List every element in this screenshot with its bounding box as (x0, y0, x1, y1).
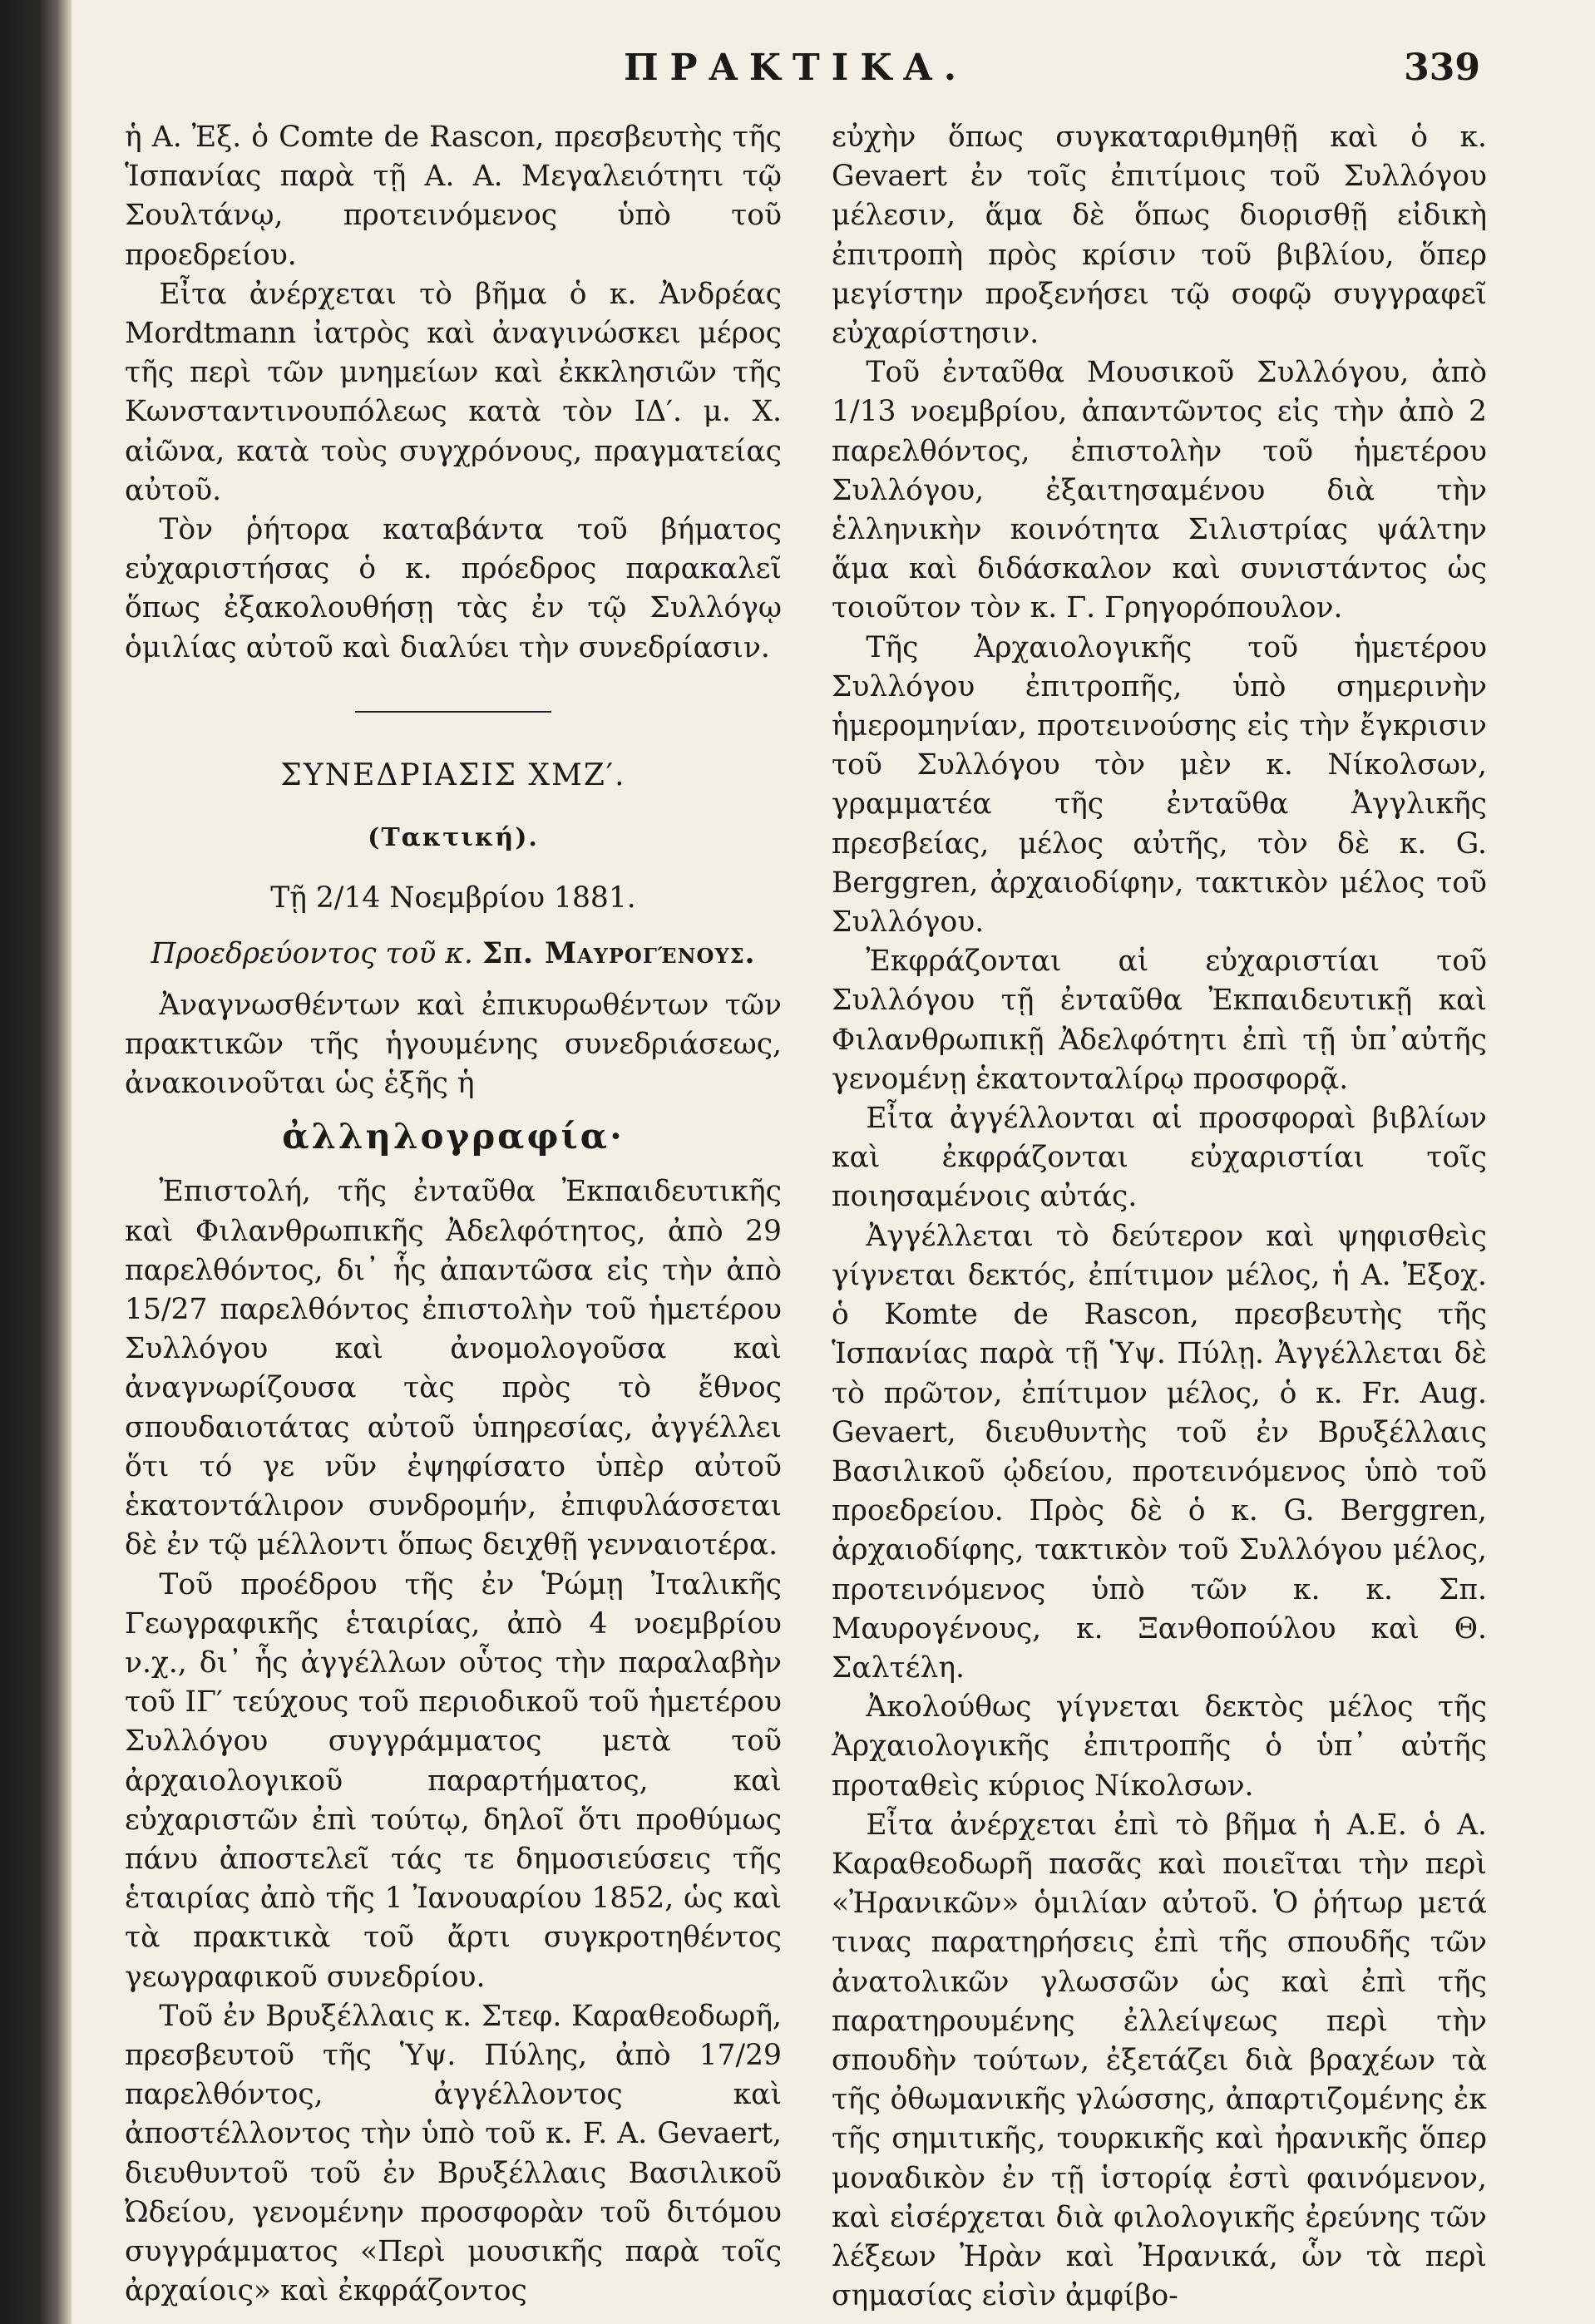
book-page (108, 42, 1487, 2313)
paragraph: εὐχὴν ὅπως συγκαταριθμηθῇ καὶ ὁ κ. Gevaert ἐν τοῖς ἐπιτίμοις τοῦ Συλλόγου μέλεσιν, ἅμα δὲ ὅπως διορισθῇ εἰδικὴ ἐπιτροπὴ πρὸς κρίσιν τοῦ βιβλίου, ὅπερ μεγίστην προξενήσει τῷ σοφῷ συγγραφεῖ εὐχαρίστησιν. (832, 121, 1487, 351)
paragraph: Τοῦ ἐνταῦθα Μουσικοῦ Συλλόγου, ἀπὸ 1/13 νοεμβρίου, ἀπαντῶντος εἰς τὴν ἀπὸ 2 παρελθόντος, ἐπιστολὴν τοῦ ἡμετέρου Συλλόγου, ἐξαιτησαμένου διὰ τὴν ἑλληνικὴν κοινότητα Σιλιστρίας ψάλτην ἅμα καὶ διδάσκαλον καὶ συνιστάντος ὡς τοιοῦτον τὸν κ. Γ. Γρηγορόπουλον. (832, 356, 1487, 625)
running-title: ΠΡΑΚΤΙΚΑ. (624, 47, 969, 89)
session-chair (125, 935, 782, 974)
paragraph: Ἀναγνωσθέντων καὶ ἐπικυρωθέντων τῶν πρακτικῶν τῆς ἡγουμένης συνεδριάσεως, ἀνακοινοῦται ὡς ἑξῆς ἡ (125, 988, 782, 1101)
paragraph: Ἀκολούθως γίγνεται δεκτὸς μέλος τῆς Ἀρχαιολογικῆς ἐπιτροπῆς ὁ ὑπ᾽ αὐτῆς προταθεὶς κύριος Νίκολσων. (832, 1690, 1487, 1803)
paragraph: Τοῦ προέδρου τῆς ἐν Ῥώμῃ Ἰταλικῆς Γεωγραφικῆς ἑταιρίας, ἀπὸ 4 νοεμβρίου ν.χ., δι᾽ ἧς ἀγγέλλων οὗτος τὴν παραλαβὴν τοῦ ΙΓ′ τεύχους τοῦ περιοδικοῦ τοῦ ἡμετέρου Συλλόγου συγγράμματος μετὰ τοῦ ἀρχαιολογικοῦ παραρτήματος, καὶ εὐχαριστῶν ἐπὶ τούτῳ, δηλοῖ ὅτι προθύμως πάνυ ἀποστελεῖ τάς τε δημοσιεύσεις τῆς ἑταιρίας ἀπὸ τῆς 1 Ἰανουαρίου 1852, ὡς καὶ τὰ πρακτικὰ τοῦ ἄρτι συγκροτηθέντος γεωγραφικοῦ συνεδρίου. (125, 1567, 782, 1994)
page-number: 339 (1404, 47, 1480, 89)
section-heading: ἀλληλογραφία· (282, 1116, 625, 1157)
paragraph: Τοῦ ἐν Βρυξέλλαις κ. Στεφ. Καραθεοδωρῆ, πρεσβευτοῦ τῆς Ὑψ. Πύλης, ἀπὸ 17/29 παρελθόντος, ἀγγέλλοντος καὶ ἀποστέλλοντος τὴν ὑπὸ τοῦ κ. F. A. Gevaert, διευθυντοῦ τοῦ ἐν Βρυξέλλαις Βασιλικοῦ Ὠδείου, γενομένην προσφορὰν τοῦ διτόμου συγγράμματος «Περὶ μουσικῆς παρὰ τοῖς ἀρχαίοις» καὶ ἐκφράζοντος (125, 1999, 782, 2308)
chair-name: Σπ. Μαυρογένους. (481, 937, 756, 971)
paragraph: Τῆς Ἀρχαιολογικῆς τοῦ ἡμετέρου Συλλόγου ἐπιτροπῆς, ὑπὸ σημερινὴν ἡμερομηνίαν, προτεινούσης εἰς τὴν ἔγκρισιν τοῦ Συλλόγου τὸν μὲν κ. Νίκολσων, γραμματέα τῆς ἐνταῦθα Ἀγγλικῆς πρεσβείας, μέλος αὐτῆς, τὸν δὲ κ. G. Berggren, ἀρχαιοδίφην, τακτικὸν μέλος τοῦ Συλλόγου. (832, 630, 1487, 940)
right-column (832, 118, 1487, 2316)
paragraph: Τὸν ῥήτορα καταβάντα τοῦ βήματος εὐχαριστήσας ὁ κ. πρόεδρος παρακαλεῖ ὅπως ἐξακολουθήσῃ τὰς ἐν τῷ Συλλόγῳ ὁμιλίας αὐτοῦ καὶ διαλύει τὴν συνεδρίασιν. (125, 513, 782, 664)
section-divider (355, 711, 551, 713)
session-subtitle: (Τακτική). (368, 823, 539, 853)
left-column (125, 118, 782, 2311)
paragraph: ἡ Α. Ἐξ. ὁ Comte de Rascon, πρεσβευτὴς τῆς Ἱσπανίας παρὰ τῇ Α. Α. Μεγαλειότητι τῷ Σουλτάνῳ, προτεινόμενος ὑπὸ τοῦ προεδρείου. (125, 121, 782, 272)
session-date: Τῇ 2/14 Νοεμβρίου 1881. (270, 881, 636, 915)
book-binding-edge (0, 0, 72, 2324)
running-head (108, 47, 1480, 105)
chair-prefix: Προεδρεύοντος τοῦ κ. (151, 937, 473, 971)
paragraph: Ἐπιστολή, τῆς ἐνταῦθα Ἐκπαιδευτικῆς καὶ Φιλανθρωπικῆς Ἀδελφότητος, ἀπὸ 29 παρελθόντος, δι᾽ ἧς ἀπαντῶσα εἰς τὴν ἀπὸ 15/27 παρελθόντος ἐπιστολὴν τοῦ ἡμετέρου Συλλόγου καὶ ἀνομολογοῦσα καὶ ἀναγνωρίζουσα τὰς πρὸς τὸ ἔθνος σπουδαιοτάτας αὐτοῦ ὑπηρεσίας, ἀγγέλλει ὅτι τό γε νῦν ἐψηφίσατο ὑπὲρ αὐτοῦ ἑκατοντάλιρον συνδρομήν, ἐπιφυλάσσεται δὲ ἐν τῷ μέλλοντι ὅπως δειχθῇ γενναιοτέρα. (125, 1175, 782, 1562)
session-title: ΣΥΝΕΔΡΙΑΣΙΣ ΧΜΖ′. (280, 757, 626, 792)
paragraph: Ἐκφράζονται αἱ εὐχαριστίαι τοῦ Συλλόγου τῇ ἐνταῦθα Ἐκπαιδευτικῇ καὶ Φιλανθρωπικῇ Ἀδελφότητι ἐπὶ τῇ ὑπ᾽αὐτῆς γενομένῃ ἑκατονταλίρῳ προσφορᾷ. (832, 945, 1487, 1096)
paragraph: Εἶτα ἀνέρχεται τὸ βῆμα ὁ κ. Ἀνδρέας Mordtmann ἰατρὸς καὶ ἀναγινώσκει μέρος τῆς περὶ τῶν μνημείων καὶ ἐκκλησιῶν τῆς Κωνσταντινουπόλεως κατὰ τὸν ΙΔ′. μ. Χ. αἰῶνα, κατὰ τοὺς συγχρόνους, πραγματείας αὐτοῦ. (125, 277, 782, 507)
paragraph: Εἶτα ἀνέρχεται ἐπὶ τὸ βῆμα ἡ Α.Ε. ὁ Α. Καραθεοδωρῆ πασᾶς καὶ ποιεῖται τὴν περὶ «Ἠρανικῶν» ὁμιλίαν αὐτοῦ. Ὁ ῥήτωρ μετά τινας παρατηρήσεις ἐπὶ τῆς σπουδῆς τῶν ἀνατολικῶν γλωσσῶν ὡς καὶ ἐπὶ τῆς παρατηρουμένης ἐλλείψεως περὶ τὴν σπουδὴν τούτων, ἐξετάζει διὰ βραχέων τὰ τῆς ὀθωμανικῆς γλώσσης, ἀπαρτιζομένης ἐκ τῆς σημιτικῆς, τουρκικῆς καὶ ἠρανικῆς ὅπερ μοναδικὸν ἐν τῇ ἱστορίᾳ ἐστὶ φαινόμενον, καὶ εἰσέρχεται διὰ φιλολογικῆς ἐρεύνης τῶν λέξεων Ἠρὰν καὶ Ἠρανικά, ὧν τὰ περὶ σημασίας εἰσὶν ἀμφίβο- (832, 1808, 1487, 2313)
paragraph: Εἶτα ἀγγέλλονται αἱ προσφοραὶ βιβλίων καὶ ἐκφράζονται εὐχαριστίαι τοῖς ποιησαμένοις αὐτάς. (832, 1102, 1487, 1214)
paragraph: Ἀγγέλλεται τὸ δεύτερον καὶ ψηφισθεὶς γίγνεται δεκτός, ἐπίτιμον μέλος, ἡ Α. Ἐξοχ. ὁ Komte de Rascon, πρεσβευτὴς τῆς Ἱσπανίας παρὰ τῇ Ὑψ. Πύλῃ. Ἀγγέλλεται δὲ τὸ πρῶτον, ἐπίτιμον μέλος, ὁ κ. Fr. Aug. Gevaert, διευθυντὴς τοῦ ἐν Βρυξέλλαις Βασιλικοῦ ᾠδείου, προτεινόμενος ὑπὸ τοῦ προεδρείου. Πρὸς δὲ ὁ κ. G. Berggren, ἀρχαιοδίφης, τακτικὸν τοῦ Συλλόγου μέλος, προτεινόμενος ὑπὸ τῶν κ. κ. Σπ. Μαυρογένους, κ. Ξανθοπούλου καὶ Θ. Σαλτέλη. (832, 1219, 1487, 1685)
